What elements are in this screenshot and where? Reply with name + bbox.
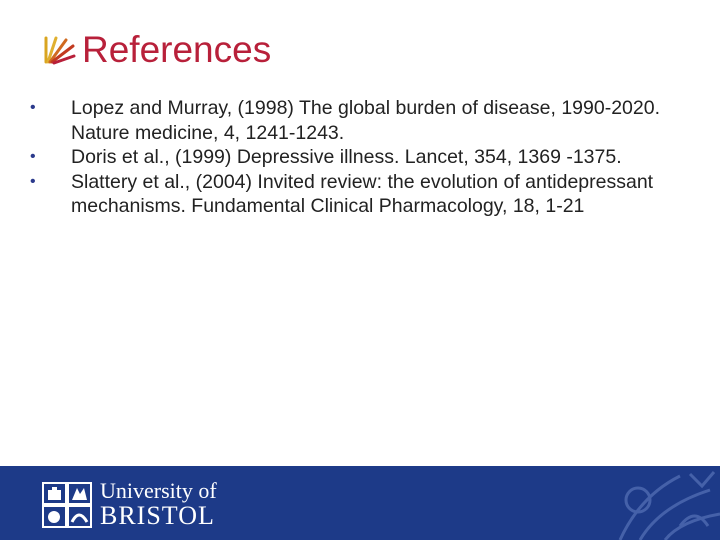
bullet-icon: • <box>30 99 36 116</box>
bullet-icon: • <box>30 172 36 190</box>
reference-list <box>30 96 690 219</box>
university-line1: University of <box>100 478 217 503</box>
university-logo <box>42 480 217 530</box>
reference-text: Slattery et al., (2004) Invited review: the evolution of antidepressant mechanisms. Fundamental Clinical Pharmacology, 18, 1-21 <box>71 170 654 217</box>
reference-text: Doris et al., (1999) Depressive illness. Lancet, 354, 1369 -1375. <box>71 146 622 168</box>
fan-stripes-icon <box>42 32 76 66</box>
university-crest-icon <box>42 482 92 528</box>
slide-title: References <box>82 28 272 70</box>
bullet-icon: • <box>30 148 36 165</box>
title-area <box>42 26 271 72</box>
list-item <box>30 96 690 145</box>
list-item <box>30 145 690 170</box>
university-name <box>100 480 217 530</box>
university-line2: BRISTOL <box>100 501 215 530</box>
footer-bar <box>0 466 720 540</box>
list-item <box>30 170 690 219</box>
reference-text: Lopez and Murray, (1998) The global burden of disease, 1990-2020. Nature medicine, 4, 1241-1243. <box>71 97 661 144</box>
crest-watermark-icon <box>610 466 720 540</box>
